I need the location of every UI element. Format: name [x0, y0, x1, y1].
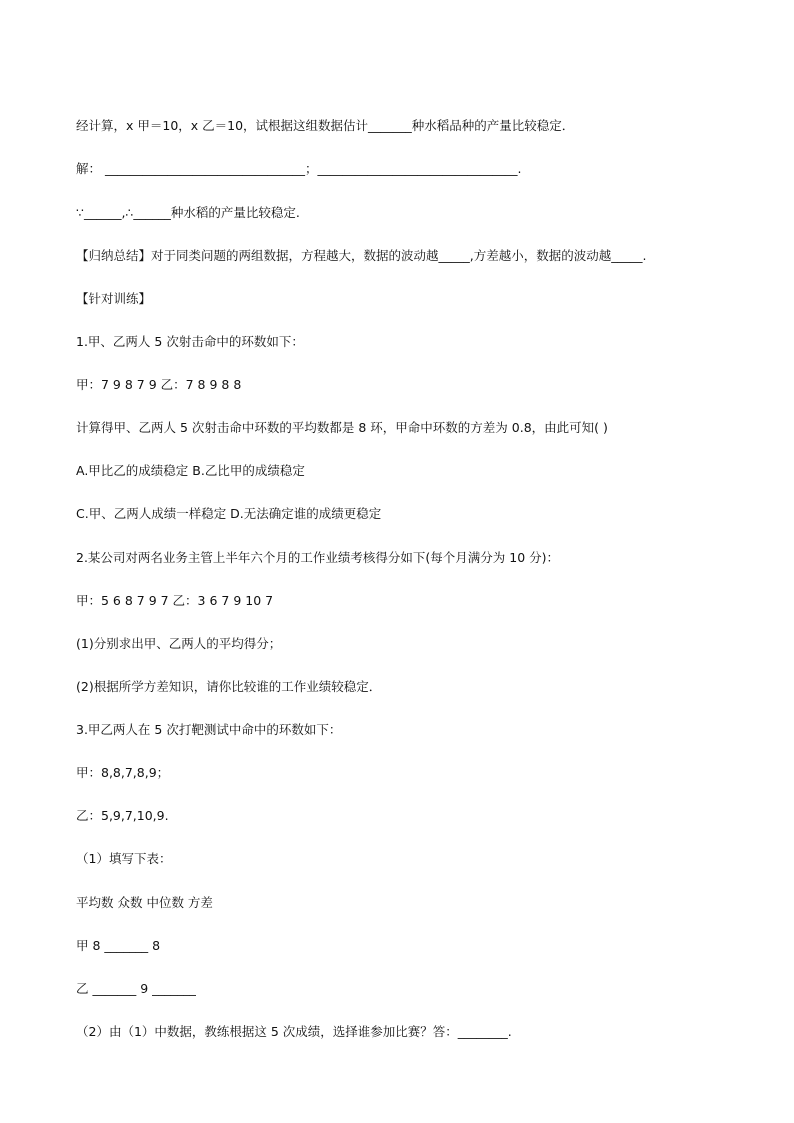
question-3-data-jia: 甲：8,8,7,8,9；	[76, 765, 170, 780]
text-line-2: 解： ________________________________；________________________________.	[76, 161, 522, 176]
question-1-data: 甲：7 9 8 7 9 乙：7 8 9 8 8	[76, 377, 242, 392]
question-3-title: 3.甲乙两人在 5 次打靶测试中命中的环数如下：	[76, 722, 342, 737]
question-1-options-ab: A.甲比乙的成绩稳定 B.乙比甲的成绩稳定	[76, 463, 305, 478]
table-header: 平均数 众数 中位数 方差	[76, 895, 213, 910]
question-3-part-2: （2）由（1）中数据，教练根据这 5 次成绩，选择谁参加比赛？答：________.	[76, 1024, 512, 1039]
question-3-part-1: （1）填写下表：	[76, 851, 172, 866]
section-summary: 【归纳总结】对于同类问题的两组数据，方程越大，数据的波动越_____,方差越小，数据的波动越_____.	[76, 248, 647, 263]
question-2-data: 甲：5 6 8 7 9 7 乙：3 6 7 9 10 7	[76, 593, 274, 608]
question-2-part-1: (1)分别求出甲、乙两人的平均得分；	[76, 636, 282, 651]
question-1-stem: 计算得甲、乙两人 5 次射击命中环数的平均数都是 8 环，甲命中环数的方差为 0.8，由此可知( )	[76, 420, 608, 435]
question-1-title: 1.甲、乙两人 5 次射击命中的环数如下：	[76, 334, 304, 349]
question-2-part-2: (2)根据所学方差知识，请你比较谁的工作业绩较稳定．	[76, 679, 382, 694]
text-line-3: ∵______,∴______种水稻的产量比较稳定.	[76, 205, 300, 220]
question-3-data-yi: 乙：5,9,7,10,9.	[76, 808, 169, 823]
question-1-options-cd: C.甲、乙两人成绩一样稳定 D.无法确定谁的成绩更稳定	[76, 506, 382, 521]
section-heading-training: 【针对训练】	[76, 291, 152, 306]
table-row-jia: 甲 8 _______ 8	[76, 938, 161, 953]
text-line-1: 经计算，x 甲＝10，x 乙＝10，试根据这组数据估计_______种水稻品种的产量比较稳定．	[76, 118, 575, 133]
question-2-title: 2.某公司对两名业务主管上半年六个月的工作业绩考核得分如下(每个月满分为 10 分)：	[76, 550, 560, 565]
table-row-yi: 乙 _______ 9 _______	[76, 981, 196, 996]
